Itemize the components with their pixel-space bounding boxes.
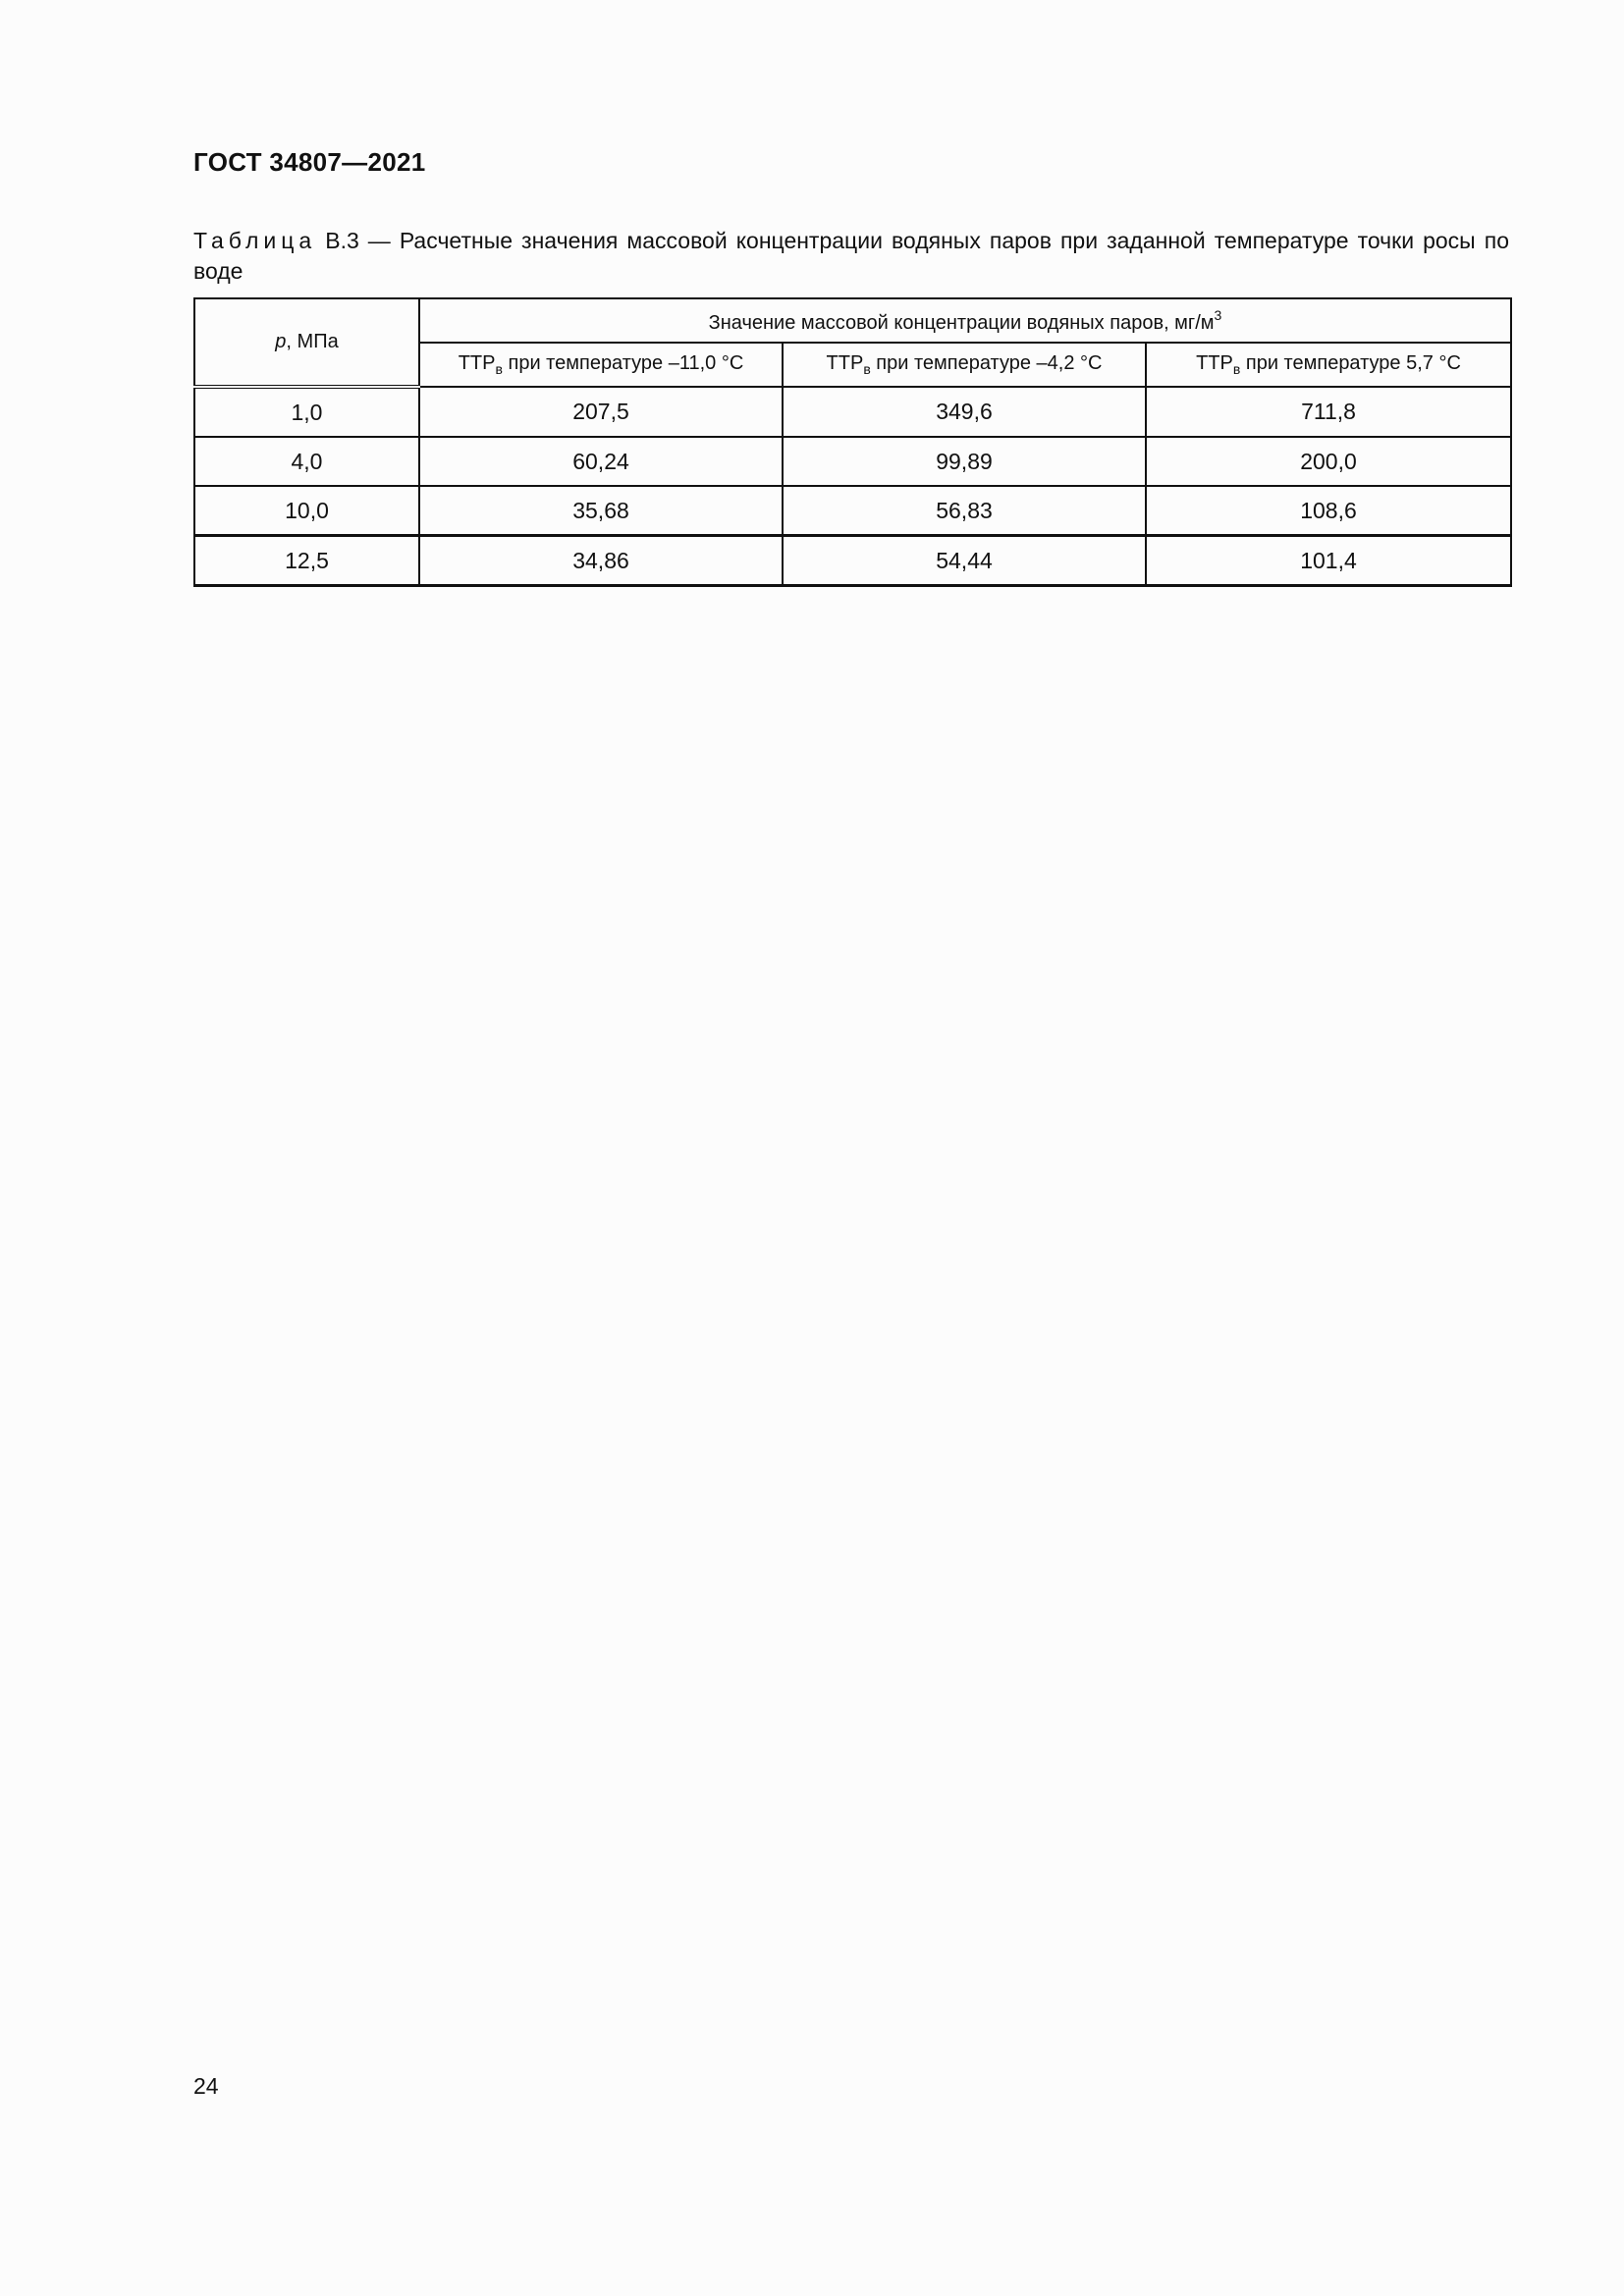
table-cell: 101,4 bbox=[1146, 536, 1511, 586]
table-cell: 60,24 bbox=[419, 437, 783, 486]
table-row bbox=[194, 536, 1511, 586]
table-row bbox=[194, 486, 1511, 536]
table-row bbox=[194, 437, 1511, 486]
pressure-header bbox=[194, 298, 419, 387]
table-cell: 34,86 bbox=[419, 536, 783, 586]
table-cell: 1,0 bbox=[194, 387, 419, 437]
column-header-2-prefix: ТТР bbox=[826, 352, 864, 374]
column-header-1-prefix: ТТР bbox=[458, 352, 496, 374]
table-cell: 4,0 bbox=[194, 437, 419, 486]
table-caption-label: Таблица bbox=[193, 228, 317, 253]
data-table bbox=[193, 297, 1512, 587]
group-header-text: Значение массовой концентрации водяных паров, мг/м bbox=[708, 311, 1215, 334]
column-header-3-prefix: ТТР bbox=[1196, 352, 1233, 374]
column-header-2-sub: в bbox=[863, 361, 871, 377]
table-cell: 207,5 bbox=[419, 387, 783, 437]
table-cell: 99,89 bbox=[783, 437, 1146, 486]
table-cell: 711,8 bbox=[1146, 387, 1511, 437]
column-header-3 bbox=[1146, 343, 1511, 387]
table-cell: 35,68 bbox=[419, 486, 783, 536]
table-cell: 56,83 bbox=[783, 486, 1146, 536]
table-cell: 12,5 bbox=[194, 536, 419, 586]
pressure-header-var: p bbox=[275, 331, 287, 352]
column-header-2 bbox=[783, 343, 1146, 387]
table-cell: 200,0 bbox=[1146, 437, 1511, 486]
group-header-sup: 3 bbox=[1214, 306, 1222, 323]
column-header-1-text: при температуре –11,0 °С bbox=[502, 352, 744, 374]
table-row bbox=[194, 387, 1511, 437]
column-header-1 bbox=[419, 343, 783, 387]
table-caption-text: В.3 — Расчетные значения массовой концентрации водяных паров при заданной температуре точки росы по воде bbox=[193, 228, 1509, 284]
table-cell: 54,44 bbox=[783, 536, 1146, 586]
column-header-1-sub: в bbox=[495, 361, 503, 377]
column-header-3-text: при температуре 5,7 °С bbox=[1240, 352, 1461, 374]
table-caption bbox=[193, 226, 1509, 287]
column-header-3-sub: в bbox=[1232, 361, 1241, 377]
document-code: ГОСТ 34807—2021 bbox=[193, 147, 426, 177]
page-number: 24 bbox=[193, 2073, 219, 2099]
table-cell: 10,0 bbox=[194, 486, 419, 536]
column-header-2-text: при температуре –4,2 °С bbox=[870, 352, 1103, 374]
pressure-header-unit: , МПа bbox=[286, 331, 339, 352]
group-header bbox=[419, 298, 1511, 343]
table-cell: 349,6 bbox=[783, 387, 1146, 437]
table-cell: 108,6 bbox=[1146, 486, 1511, 536]
